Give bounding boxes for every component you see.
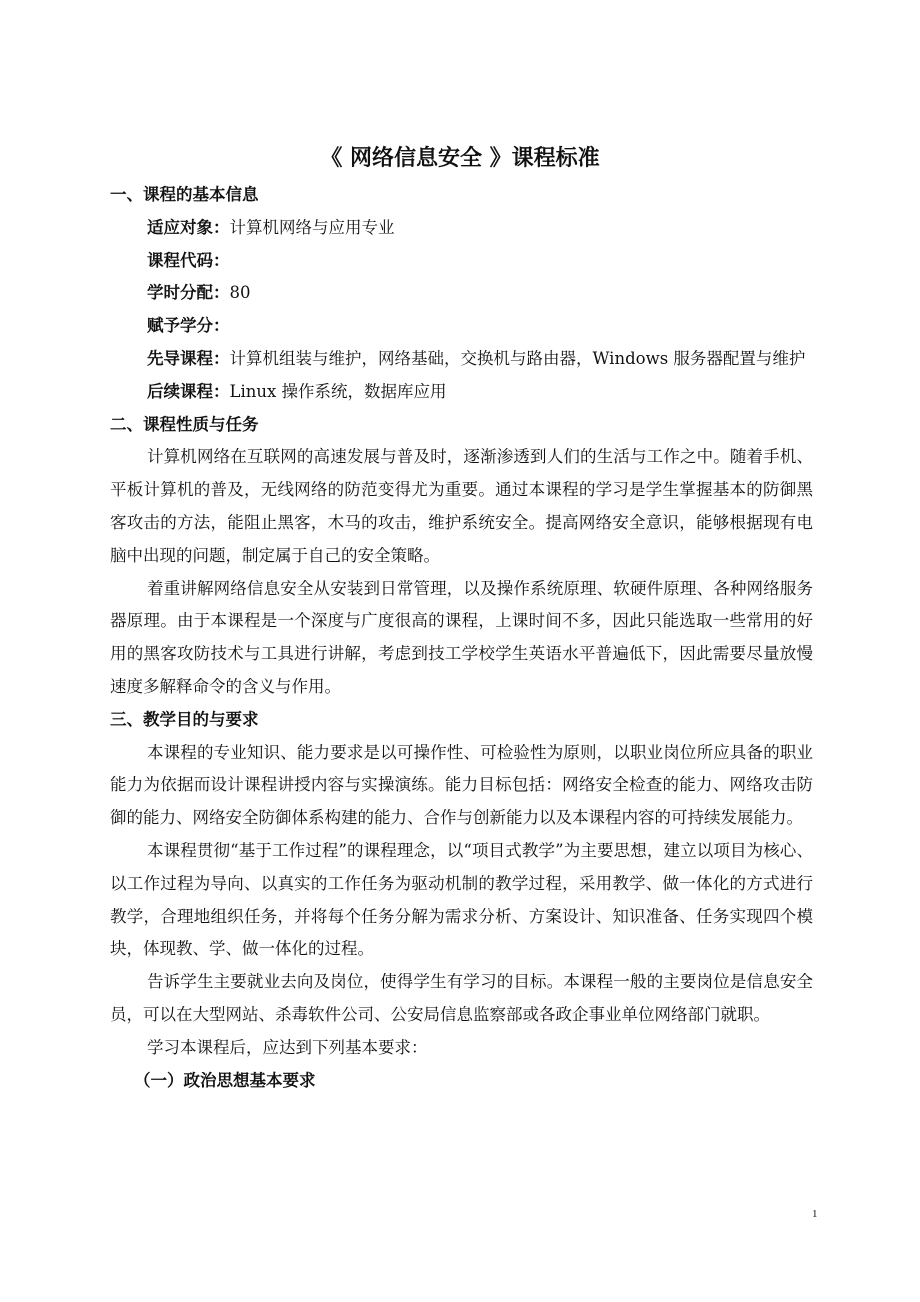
section-heading-objectives: 三、教学目的与要求 <box>110 709 259 729</box>
field-label: 适应对象： <box>147 217 230 237</box>
paragraph: 本课程的专业知识、能力要求是以可操作性、可检验性为原则，以职业岗位所应具备的职业能力为依据而设计课程讲授内容与实操演练。能力目标包括：网络安全检查的能力、网络攻击防御的能力、网络安全防御体系构建的能力、合作与创新能力以及本课程内容的可持续发展能力。 <box>110 742 813 828</box>
field-credits <box>110 310 813 343</box>
section-heading-basic-info: 一、课程的基本信息 <box>110 185 259 204</box>
field-value: 80 <box>229 283 251 303</box>
field-value: Linux 操作系统，数据库应用 <box>229 381 447 401</box>
document-title: 《 网络信息安全 》课程标准 <box>320 146 600 171</box>
field-course-code <box>110 245 813 278</box>
field-prerequisite-courses <box>110 343 813 376</box>
paragraph: 告诉学生主要就业去向及岗位，使得学生有学习的目标。本课程一般的主要岗位是信息安全员，可以在大型网站、杀毒软件公司、公安局信息监察部或各政企事业单位网络部门就职。 <box>110 972 813 1024</box>
field-value: 计算机组装与维护，网络基础，交换机与路由器，Windows 服务器配置与维护 <box>229 348 806 368</box>
field-label: 先导课程： <box>147 348 230 368</box>
section-heading-nature-tasks: 二、课程性质与任务 <box>110 414 259 434</box>
field-label: 赋予学分： <box>147 316 230 336</box>
field-target-audience <box>110 212 813 245</box>
document-body <box>110 179 813 1097</box>
subsection-heading-political: （一）政治思想基本要求 <box>134 1070 316 1090</box>
field-followup-courses <box>110 376 813 409</box>
paragraph: 着重讲解网络信息安全从安装到日常管理，以及操作系统原理、软硬件原理、各种网络服务器原理。由于本课程是一个深度与广度很高的课程，上课时间不多，因此只能选取一些常用的好用的黑客攻防技术与工具进行讲解，考虑到技工学校学生英语水平普遍低下，因此需要尽量放慢速度多解释命令的含义与作用。 <box>110 578 813 696</box>
page-number: 1 <box>812 1208 818 1220</box>
paragraph: 本课程贯彻“基于工作过程”的课程理念，以“项目式教学”为主要思想，建立以项目为核心、以工作过程为导向、以真实的工作任务为驱动机制的教学过程，采用教学、做一体化的方式进行教学，合理地组织任务，并将每个任务分解为需求分析、方案设计、知识准备、任务实现四个模块，体现教、学、做一体化的过程。 <box>110 840 813 959</box>
field-value: 计算机网络与应用专业 <box>229 217 395 237</box>
field-hours <box>110 277 813 310</box>
field-label: 学时分配： <box>147 283 230 303</box>
field-label: 课程代码： <box>147 250 230 270</box>
field-label: 后续课程： <box>147 381 230 401</box>
paragraph: 计算机网络在互联网的高速发展与普及时，逐渐渗透到人们的生活与工作之中。随着手机、平板计算机的普及，无线网络的防范变得尤为重要。通过本课程的学习是学生掌握基本的防御黑客攻击的方法，能阻止黑客，木马的攻击，维护系统安全。提高网络安全意识，能够根据现有电脑中出现的问题，制定属于自己的安全策略。 <box>110 447 813 565</box>
paragraph: 学习本课程后，应达到下列基本要求： <box>147 1037 428 1057</box>
